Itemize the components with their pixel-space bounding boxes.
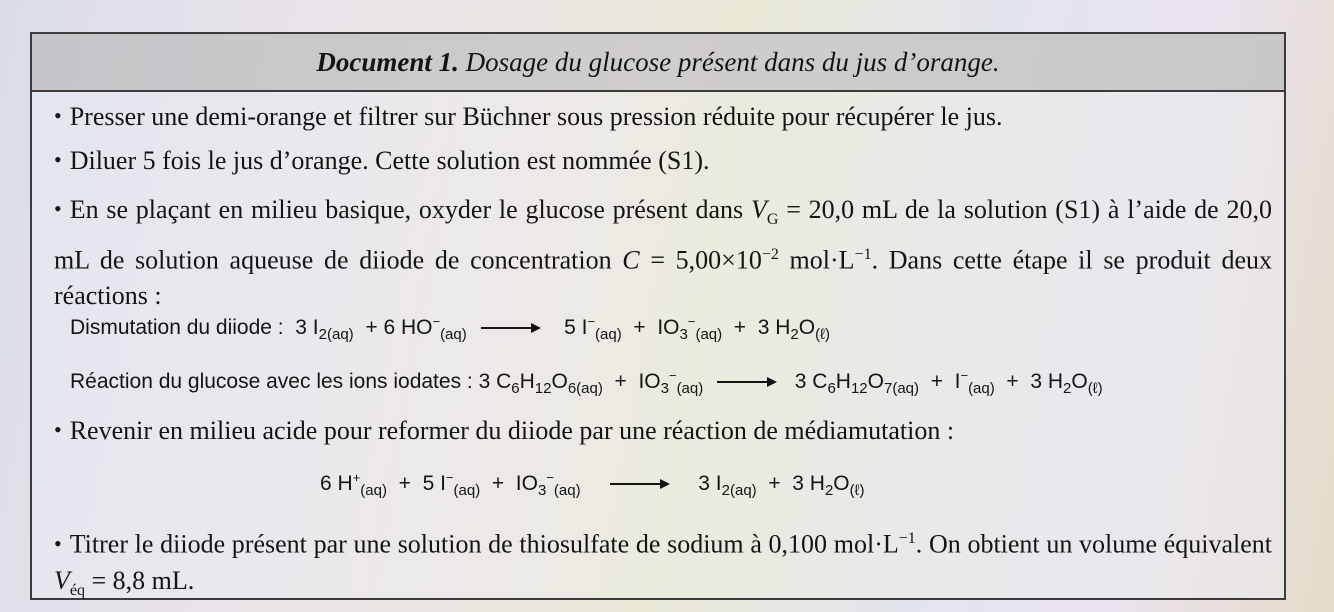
bullet: • [54,530,62,556]
exp-minus-1-b: −1 [898,530,916,547]
bullet: • [54,147,62,172]
bullet: • [54,103,62,128]
exp-minus-1: −1 [854,246,872,264]
var-c: C [622,245,640,275]
var-veq: V [54,565,70,595]
step-oxidize-text-d: = 5,00×10 [639,245,762,275]
step-oxidize-text-a: En se plaçant en milieu basique, oxyder le glucose présent dans [69,195,751,224]
step-dilute-text: Diluer 5 fois le jus d’orange. Cette solution est nommée (S1). [69,146,710,175]
step-mediamutation-text: Revenir en milieu acide pour reformer du diiode par une réaction de médiamutation : [69,416,955,445]
exp-minus-2: −2 [761,246,779,264]
step-oxidize-text-f: . Dans cette étape il se produit deux réactions : [54,245,1272,310]
reaction-arrow [717,381,775,383]
document-box [30,32,1286,600]
document-header [32,34,1284,92]
var-vg-sub: G [766,211,779,229]
step-dilute [54,146,709,176]
bullet: • [54,417,62,442]
equation-mediamutation: 6 $H^+_{(aq)} + 5$ $I^-_{(aq)} + IO_3^-_{(aq)}$ 3 $I_{2(aq)} + 3$ $H_2O_{(\ell)}$ [320,470,865,500]
step-oxidize-text-b: = 20,0 mL de la solution (S1) à l’aide de 20,0 mL de solution aqueuse de diiode de concentration [54,195,1272,275]
step-press-text: Presser une demi-orange et filtrer sur Büchner sous pression réduite pour récupérer le jus. [69,102,1003,131]
step-press [54,102,1003,132]
step-mediamutation [54,416,954,446]
document-number: Document 1. [316,47,459,77]
reaction-arrow [610,483,668,485]
step-titrate-text-b: . On obtient un volume équivalent [915,529,1273,559]
equation-dismutation-label: Dismutation du diiode : [70,316,284,339]
step-titrate [54,521,1272,608]
document-title: Dosage du glucose présent dans du jus d’orange. [465,47,1000,77]
step-oxidize [54,192,1272,313]
equation-glucose-label: Réaction du glucose avec les ions iodates : [70,370,473,393]
var-vg: V [750,195,767,224]
bullet: • [54,196,62,221]
reaction-arrow [481,327,539,329]
var-veq-sub: éq [69,581,85,599]
step-oxidize-text-e: mol·L [778,245,855,275]
equation-dismutation: Dismutation du diiode : 3 $I_{2(aq)} + 6$ $HO^-_{(aq)}$ 5 $I^-_{(aq)} + IO_3^-_{(aq)} + 3$ $H_2O_{(\ell)}$ [70,314,830,344]
step-titrate-text-c: = 8,8 mL. [85,565,195,595]
step-titrate-text-a: Titrer le diiode présent par une solution de thiosulfate de sodium à 0,100 mol·L [69,529,899,559]
equation-glucose: Réaction du glucose avec les ions iodates : 3 $C_6H_{12}O_{6(aq)} + IO_3^-_{(aq)}$ 3 $C_6H_{12}O_{7(aq)} + I^-_{(aq)} + 3$ $H_2O_{(\ell)}$ [70,368,1103,398]
